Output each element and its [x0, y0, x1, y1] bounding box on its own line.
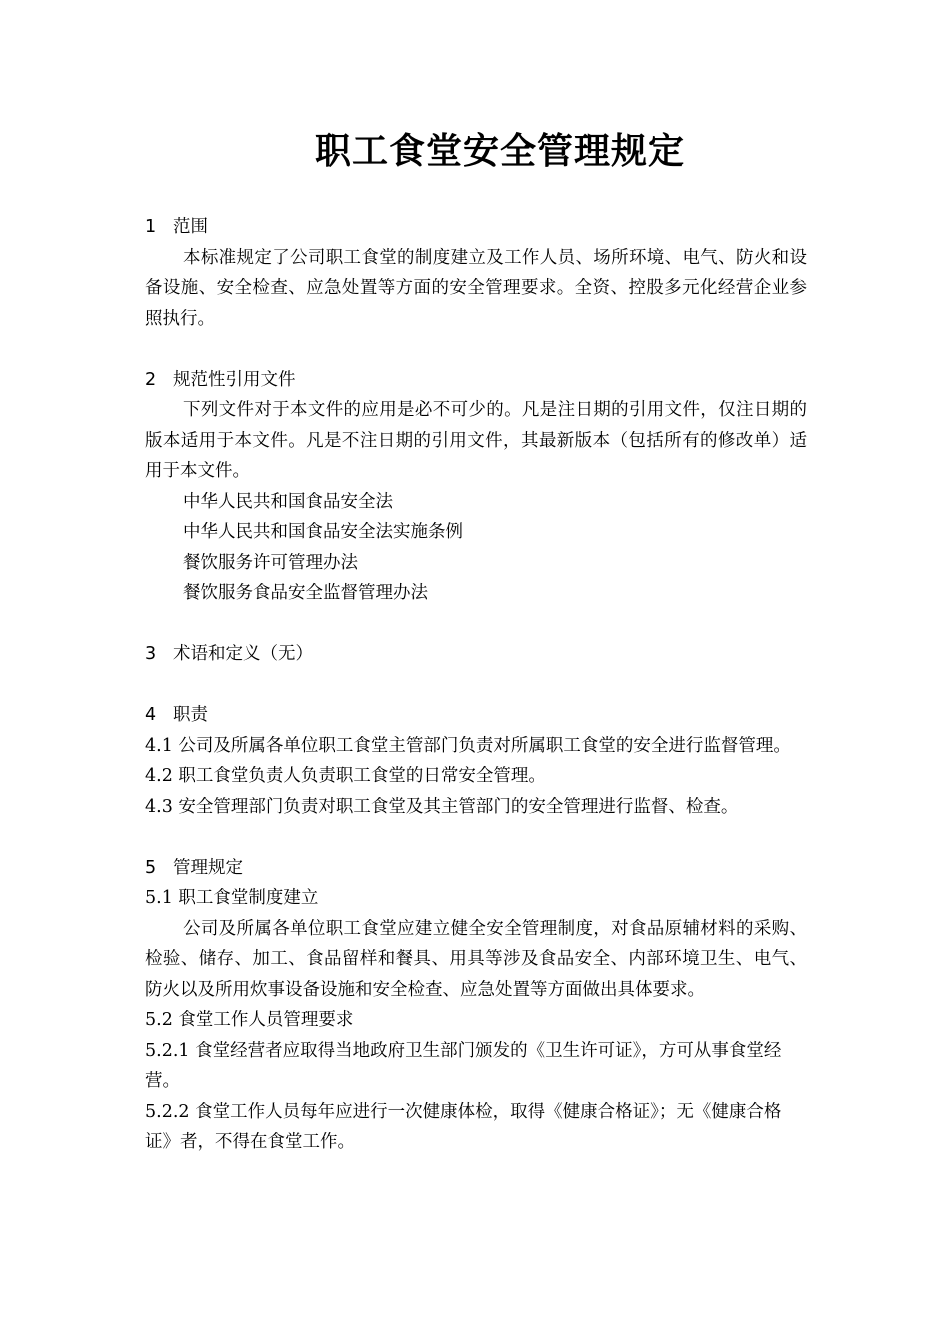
section-4-heading: [145, 700, 807, 731]
clause-item: 4.2 职工食堂负责人负责职工食堂的日常安全管理。: [145, 766, 546, 786]
reference-item: 中华人民共和国食品安全法实施条例: [183, 522, 463, 542]
subsection-title: 5.1 职工食堂制度建立: [145, 888, 319, 908]
section-number: 4: [145, 705, 157, 725]
spacer: [145, 334, 807, 365]
subsection-paragraph: 公司及所属各单位职工食堂应建立健全安全管理制度，对食品原辅材料的采购、检验、储存、加工、食品留样和餐具、用具等涉及食品安全、内部环境卫生、电气、防火以及所用炊事设备设施和安全检查、应急处置等方面做出具体要求。: [145, 918, 807, 1000]
clause-item: 4.1 公司及所属各单位职工食堂主管部门负责对所属职工食堂的安全进行监督管理。: [145, 735, 791, 756]
section-1-paragraph: 本标准规定了公司职工食堂的制度建立及工作人员、场所环境、电气、防火和设备设施、安全检查、应急处置等方面的安全管理要求。全资、控股多元化经营企业参照执行。: [145, 247, 807, 329]
clause-item: 5.2.1 食堂经营者应取得当地政府卫生部门颁发的《卫生许可证》，方可从事食堂经营。: [145, 1040, 782, 1091]
section-3-heading: [145, 639, 807, 670]
section-2-paragraph: 下列文件对于本文件的应用是必不可少的。凡是注日期的引用文件，仅注日期的版本适用于本文件。凡是不注日期的引用文件，其最新版本（包括所有的修改单）适用于本文件。: [145, 400, 807, 481]
section-2-heading: [145, 365, 807, 396]
section-number: 5: [145, 857, 157, 878]
section-number: 3: [145, 644, 157, 664]
section-number: 2: [145, 369, 157, 390]
section-number: 1: [145, 217, 157, 237]
section-5-heading: [145, 853, 807, 884]
clause-item: 5.2.2 食堂工作人员每年应进行一次健康体检，取得《健康合格证》；无《健康合格证》者，不得在食堂工作。: [145, 1101, 782, 1152]
subsection-title: 5.2 食堂工作人员管理要求: [145, 1010, 354, 1030]
reference-item: 餐饮服务食品安全监督管理办法: [183, 583, 428, 603]
document-body: [145, 212, 807, 1158]
spacer: [145, 609, 807, 640]
spacer: [145, 670, 807, 701]
section-title: 范围: [173, 217, 208, 237]
section-1-heading: [145, 212, 807, 243]
section-title: 规范性引用文件: [173, 369, 296, 390]
section-title: 管理规定: [173, 857, 243, 878]
section-title: 术语和定义（无）: [173, 644, 313, 664]
reference-item: 中华人民共和国食品安全法: [183, 491, 393, 512]
document-title: 职工食堂安全管理规定: [314, 131, 685, 172]
section-title: 职责: [173, 705, 208, 725]
reference-item: 餐饮服务许可管理办法: [183, 552, 358, 573]
clause-item: 4.3 安全管理部门负责对职工食堂及其主管部门的安全管理进行监督、检查。: [145, 796, 739, 817]
spacer: [145, 822, 807, 853]
